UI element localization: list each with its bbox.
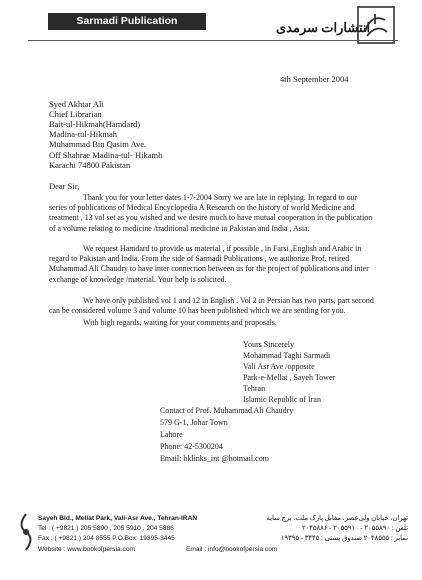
letter-date: 4th September 2004 bbox=[280, 74, 349, 84]
body-paragraph-1: Thank you for your letter dates 1-7-2004 Sorry we are late in replying. In regard to our series of publications of Medical Encyclopedia A Research on the history of world Medicine and treatment , 13 vol set as you wished and we desire much to have mutual cooperation in the publication of a volume relating to medicine /traditional medicine in Pakistan and India , Asia. bbox=[49, 193, 373, 233]
contact-line: Email: bklinks_int @hotmail.com bbox=[160, 454, 269, 463]
contact-line: Contact of Prof. Muhammad Ali Chaudry bbox=[160, 406, 294, 415]
letterhead-banner: Sarmadi Publication bbox=[48, 13, 206, 30]
salutation: Dear Sir, bbox=[49, 181, 80, 191]
recipient-line: Karachi 74800 Pakistan bbox=[49, 160, 131, 170]
footer-fax: Fax : ( +9821 ) 204 8555 P.O.Box: 19395-3445 bbox=[38, 535, 175, 542]
recipient-line: Bait-ul-Hikmah(Hamdard) bbox=[49, 119, 141, 129]
footer-logo-icon bbox=[16, 512, 36, 552]
body-paragraph-2: We request Hamdard to provide us material , if possible , in Farsi ,English and Arabic in regard to Pakistan and India. From the side of Sarmadi Publications , we authorize Prof. retired Muhammad Ali Chaudry to have inter connection between us for the project of publications and inter exchange of knowledge /material. Your help is solicited. bbox=[49, 244, 369, 284]
publisher-logo-icon bbox=[357, 6, 395, 44]
header-divider bbox=[28, 40, 398, 41]
footer-email: Email : info@bookofpersia.com bbox=[186, 546, 278, 553]
body-paragraph-3: We have only published vol 1 and 12 in English . Vol 2 in Persian has two parts, part second can be considered volume 3 and volume 10 has been published which we are sending for you. bbox=[49, 296, 374, 316]
signature-line: Park-e-Mellat , Sayeh Tower bbox=[243, 373, 336, 382]
contact-line: Lahore bbox=[160, 430, 183, 439]
footer-address: Sayeh Bld., Mellat Park, Vali-Asr Ave., Tehran-IRAN bbox=[38, 515, 198, 522]
footer-fax-fa: نمابر : ۲۰۴۸۵۵۵ صندوق پستی : ۳۴۴۵ - ۱۹۳۹۵ bbox=[280, 535, 408, 542]
footer-telephone: Tel : ( +9821 ) 205 5890 , 205 5910 , 204 5886 bbox=[38, 525, 174, 532]
signature-line: Tehran bbox=[243, 384, 266, 393]
footer-website: Website : www.bookofpersia.com bbox=[38, 546, 135, 553]
signature-line: Vali Asr Ave /opposite bbox=[243, 362, 315, 371]
body-paragraph-4: With high regards, waiting for your comments and proposals. bbox=[83, 318, 277, 327]
publisher-logo-text: انتشارات سرمدی bbox=[276, 20, 371, 35]
footer-telephone-fa: تلفن : ۲۰۵۵۸۹۰ - ۲۰۵۵۹۱۰ - ۲۰۴۵۸۸۶ bbox=[301, 525, 408, 532]
signature-line: Islamic Republic of Iran bbox=[243, 395, 321, 404]
signature-line: Mohammad Taghi Sarmadi bbox=[243, 351, 331, 360]
recipient-line: Syed Akhtar Ali bbox=[49, 99, 104, 109]
contact-line: 579 G-1, Johar Town bbox=[160, 418, 228, 427]
recipient-line: Muhammad Bin Qasim Ave. bbox=[49, 139, 147, 149]
signature-line: Yours Sincerely bbox=[243, 340, 294, 349]
footer-address-fa: تهران، خیابان ولی‌عصر، مقابل پارک ملت، برج سایه bbox=[266, 515, 408, 522]
recipient-line: Off Shahrae Madina-tul- Hikamh bbox=[49, 150, 163, 160]
recipient-line: Madina-tul-Hikmah bbox=[49, 129, 117, 139]
contact-line: Phone: 42-5300204 bbox=[160, 442, 223, 451]
recipient-line: Chief Librarian bbox=[49, 109, 102, 119]
